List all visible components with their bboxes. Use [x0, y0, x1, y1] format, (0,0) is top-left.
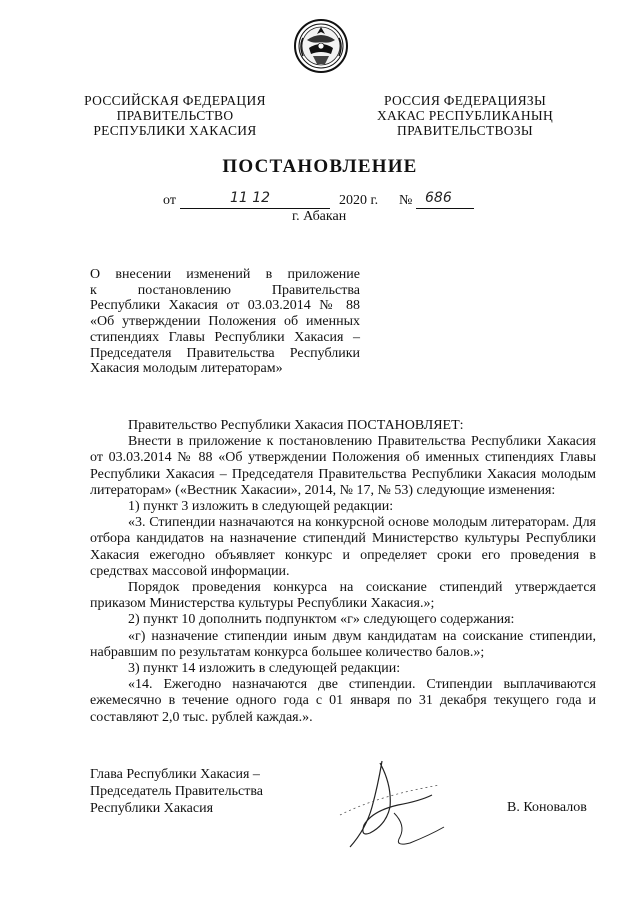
header-left-line: РЕСПУБЛИКИ ХАКАСИЯ [93, 123, 257, 138]
body-paragraph: 3) пункт 14 изложить в следующей редакции: [128, 661, 401, 677]
subject-line: Республики Хакасия от 03.03.2014 № 88 [90, 298, 360, 314]
header-left-line: РОССИЙСКАЯ ФЕДЕРАЦИЯ [84, 93, 266, 108]
body-paragraph: «14. Ежегодно назначаются две стипендии. Стипендии выплачиваются ежемесячно в течение одного года с 01 января по 31 декабря текущего года и составляют 2,0 тыс. рублей каждая.». [90, 677, 596, 725]
city-label: г. Абакан [292, 209, 347, 224]
subject-line: О внесении изменений в приложение [90, 267, 360, 282]
signatory-title-line: Председатель Правительства [90, 784, 263, 799]
subject-line: к постановлению Правительства [90, 282, 360, 298]
date-handwritten: 11 12 [230, 190, 271, 206]
document-title: ПОСТАНОВЛЕНИЕ [222, 156, 418, 177]
body-paragraph: Порядок проведения конкурса на соискание стипендий утверждается приказом Министерства культуры Республики Хакасия.»; [90, 580, 596, 612]
header-right-line: ХАКАС РЕСПУБЛИКАНЫҢ [376, 108, 554, 123]
body-paragraph: Внести в приложение к постановлению Правительства Республики Хакасия от 03.03.2014 № 88 «Об утверждении Положения об именных стипендиях Главы Республики Хакасия – Председателя Правительства Республики Хакасия молодым литераторам» («Вестник Хакасии», 2014, № 17, № 53) следующие изменения: [90, 434, 596, 498]
signatory-title-line: Глава Республики Хакасия – [90, 767, 260, 782]
body-paragraph: 2) пункт 10 дополнить подпунктом «г» следующего содержания: [128, 612, 515, 628]
number-label: № [399, 193, 413, 208]
body-paragraph: Правительство Республики Хакасия ПОСТАНОВЛЯЕТ: [128, 418, 464, 433]
body-paragraph: «3. Стипендии назначаются на конкурсной основе молодым литераторам. Для отбора кандидатов на назначение стипендий Министерство культуры Республики Хакасия ежегодно объявляет конкурс и определяет сроки его проведения в средствах массовой информации. [90, 515, 596, 579]
number-handwritten: 686 [425, 190, 452, 206]
signatory-name: В. Коновалов [507, 800, 587, 815]
header-left [70, 93, 280, 138]
subject-block [90, 267, 360, 377]
signatory-title [90, 766, 263, 817]
year-label: 2020 г. [339, 193, 379, 208]
coat-of-arms-emblem [293, 18, 349, 74]
subject-line: стипендиях Главы Республики Хакасия – [90, 329, 360, 345]
header-right-line: ПРАВИТЕЛЬСТВОЗЫ [397, 123, 533, 138]
handwritten-signature [320, 755, 460, 855]
number-underline [416, 208, 474, 209]
body-paragraph: «г) назначение стипендии иным двум кандидатам на соискание стипендии, набравшим по результатам конкурса большее количество балов.»; [90, 628, 596, 660]
body-paragraph: 1) пункт 3 изложить в следующей редакции: [128, 499, 394, 515]
subject-line: Хакасия молодым литераторам» [90, 361, 283, 377]
header-right [355, 93, 575, 138]
signatory-title-line: Республики Хакасия [90, 801, 214, 816]
date-from-label: от [163, 193, 176, 208]
header-left-line: ПРАВИТЕЛЬСТВО [116, 108, 234, 123]
document-body [90, 418, 596, 726]
subject-line: Председателя Правительства Республики [90, 345, 360, 361]
header-right-line: РОССИЯ ФЕДЕРАЦИЯЗЫ [383, 93, 547, 108]
subject-line: «Об утверждении Положения об именных [90, 314, 360, 330]
